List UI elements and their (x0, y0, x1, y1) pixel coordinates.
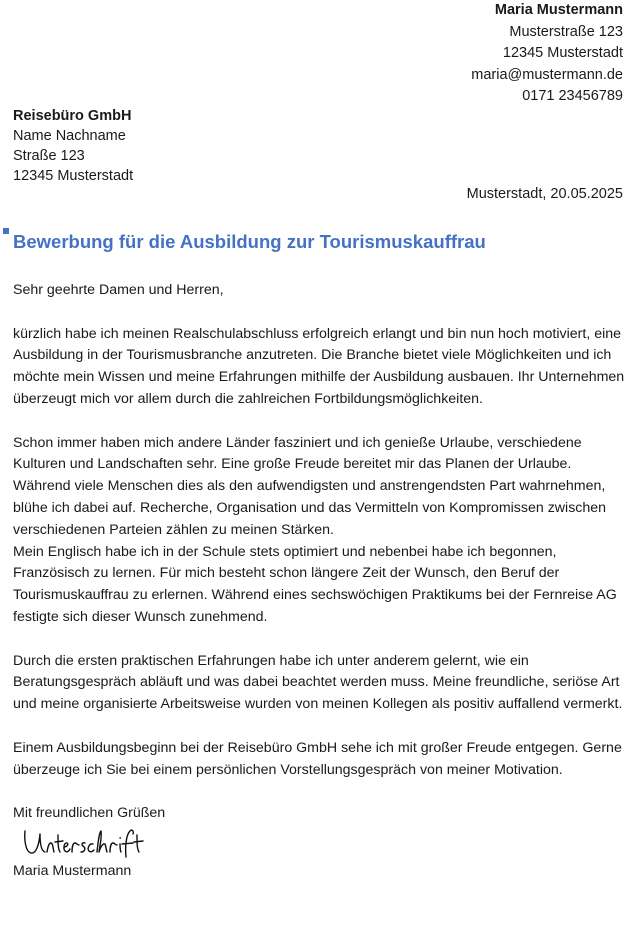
sender-email: maria@mustermann.de (471, 66, 623, 83)
sender-street: Musterstraße 123 (509, 23, 623, 40)
sender-phone: 0171 23456789 (522, 88, 623, 104)
recipient-address-block (13, 106, 133, 186)
letter-body (13, 280, 625, 883)
paragraph-spacer (13, 781, 625, 803)
letter-date: Musterstadt, 20.05.2025 (466, 186, 623, 202)
recipient-city: 12345 Musterstadt (13, 168, 134, 184)
paragraph-2: Schon immer haben mich andere Länder fasziniert und ich genieße Urlaube, verschiedene Kulturen und Landschaften sehr. Eine große Freude bereitet mir das Planen der Urlaube. Während viele Menschen dies als den aufwendigsten und anstrengendsten Part wahrnehmen, blühe ich dabei auf. Recherche, Organisation und das Vermitteln von Kompromissen zwischen verschiedenen Parteien zählen zu meinen Stärken. (13, 434, 607, 538)
paragraph-3: Mein Englisch habe ich in der Schule stets optimiert und nebenbei habe ich begonnen, Französisch zu lernen. Für mich besteht schon längere Zeit der Wunsch, den Beruf der Tourismuskauffrau zu erlernen. Während eines sechswöchigen Praktikums bei der Fernreise AG festigte sich dieser Wunsch zunehmend. (13, 543, 617, 625)
recipient-company: Reisebüro GmbH (13, 108, 132, 124)
sender-name: Maria Mustermann (494, 2, 623, 18)
paragraph-spacer (13, 302, 625, 324)
recipient-contact: Name Nachname (13, 128, 126, 144)
closing: Mit freundlichen Grüßen (13, 805, 166, 822)
salutation: Sehr geehrte Damen und Herren, (13, 282, 224, 298)
paragraph-spacer (13, 411, 625, 433)
sender-address-block (471, 0, 623, 108)
paragraph-spacer (13, 629, 625, 651)
heading-marker (3, 228, 9, 234)
handwritten-signature (21, 825, 161, 861)
paragraph-4: Durch die ersten praktischen Erfahrungen habe ich unter anderem gelernt, wie ein Beratungsgespräch abläuft und was dabei beachtet werden muss. Meine freundliche, seriöse Art und meine organisierte Arbeitsweise wurden von meinen Kollegen als positiv auffallend vermerkt. (13, 652, 623, 713)
paragraph-5: Einem Ausbildungsbeginn bei der Reisebüro GmbH sehe ich mit großer Freude entgegen. Gerne überzeuge ich Sie bei einem persönlichen Vorstellungsgespräch von meiner Motivation. (13, 739, 622, 778)
paragraph-spacer (13, 716, 625, 738)
paragraph-1: kürzlich habe ich meinen Realschulabschluss erfolgreich erlangt und bin nun hoch motiviert, eine Ausbildung in der Tourismusbranche anzutreten. Die Branche bietet viele Möglichkeiten und ich möchte mein Wissen und meine Erfahrungen mithilfe der Ausbildung ausbauen. Ihr Unternehmen überzeugt mich vor allem durch die zahlreichen Fortbildungsmöglichkeiten. (13, 325, 625, 407)
letter-subject: Bewerbung für die Ausbildung zur Tourismuskauffrau (13, 231, 486, 252)
sender-city: 12345 Musterstadt (502, 45, 623, 61)
recipient-street: Straße 123 (13, 148, 85, 164)
signer-name: Maria Mustermann (13, 862, 132, 879)
